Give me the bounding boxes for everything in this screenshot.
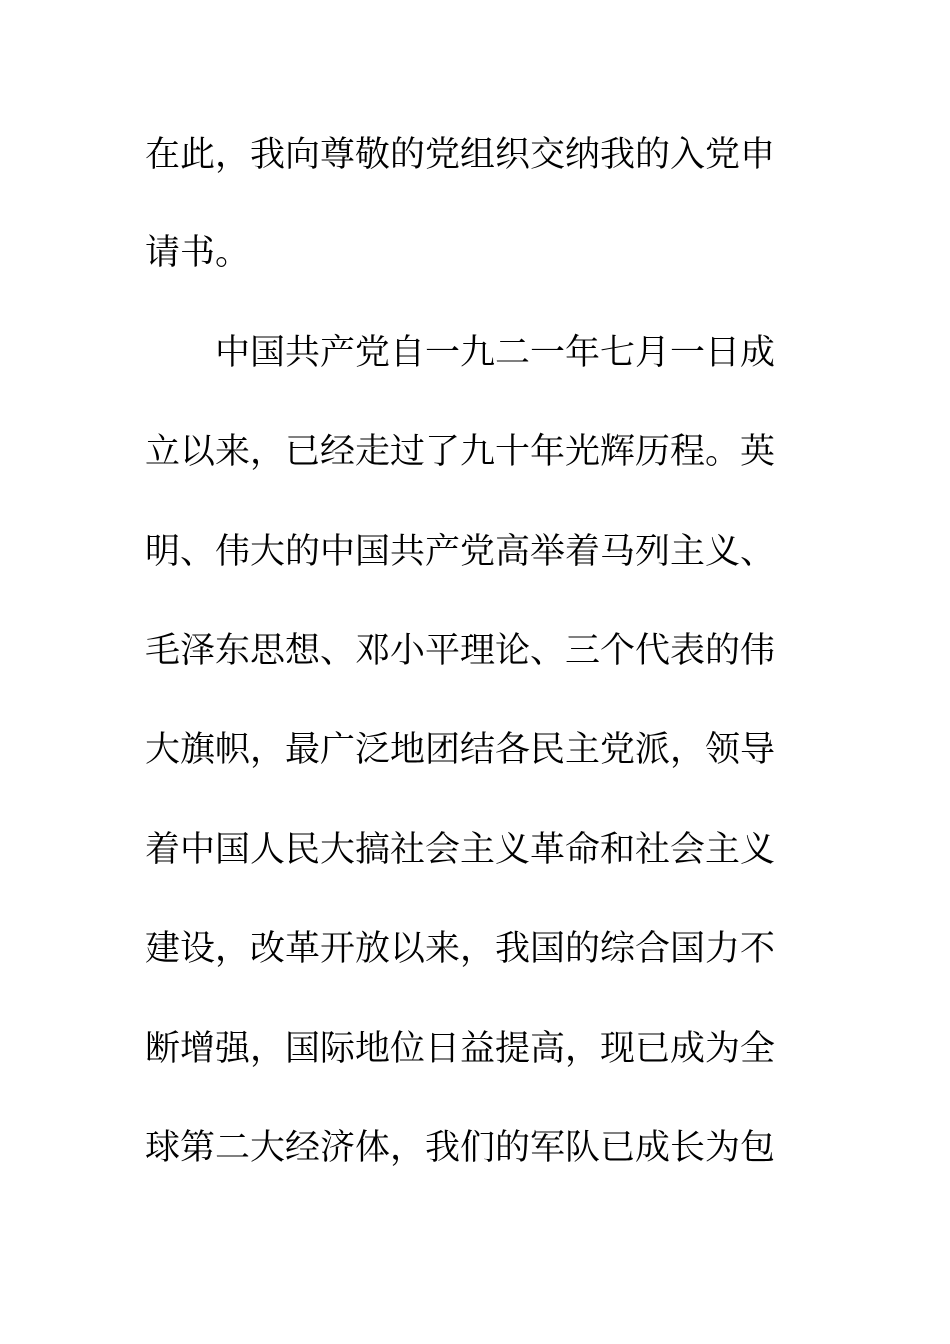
text-line: 明、伟大的中国共产党高举着马列主义、: [145, 532, 776, 572]
text-line: 立以来，已经走过了九十年光辉历程。英: [145, 432, 776, 472]
text-line: 着中国人民大搞社会主义革命和社会主义: [145, 830, 776, 870]
text-line: 建设，改革开放以来，我国的综合国力不: [145, 929, 776, 969]
paragraph-first-line: 中国共产党自一九二一年七月一日成: [215, 333, 776, 373]
text-line: 大旗帜，最广泛地团结各民主党派，领导: [145, 730, 776, 770]
text-line: 在此，我向尊敬的党组织交纳我的入党申: [145, 135, 776, 175]
text-line: 毛泽东思想、邓小平理论、三个代表的伟: [145, 631, 776, 671]
text-line: 断增强，国际地位日益提高，现已成为全: [145, 1029, 776, 1069]
text-line: 请书。: [145, 233, 251, 273]
text-line: 球第二大经济体，我们的军队已成长为包: [145, 1128, 776, 1168]
